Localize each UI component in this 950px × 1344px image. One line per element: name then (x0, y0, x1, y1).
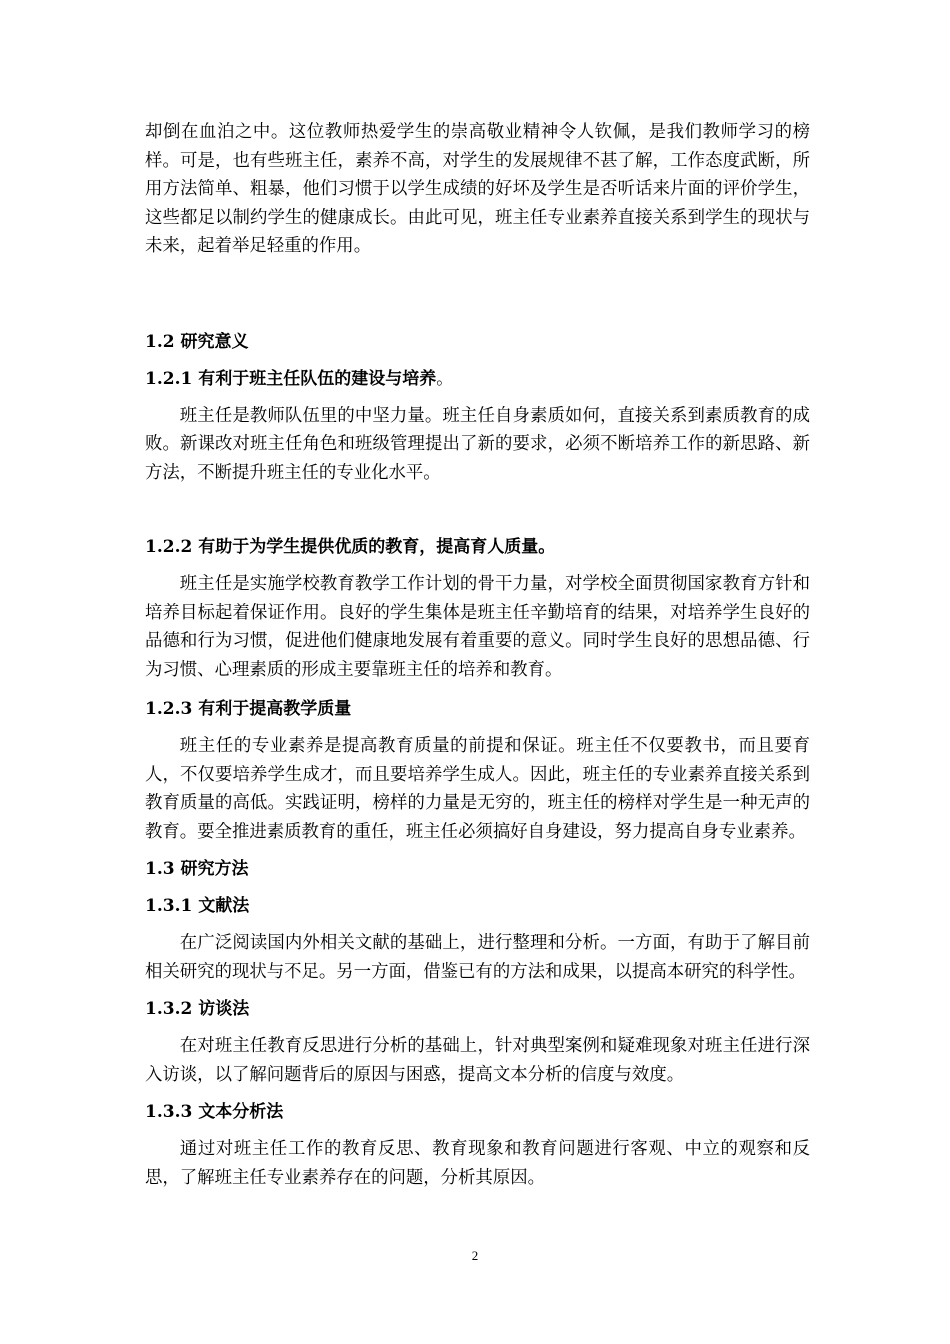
heading-1-3-1: 1.3.1 文献法 (145, 896, 250, 916)
paragraph-intro-continuation: 却倒在血泊之中。这位教师热爱学生的崇高敬业精神令人钦佩，是我们教师学习的榜样。可是，也有些班主任，素养不高，对学生的发展规律不甚了解，工作态度武断，所用方法简单、粗暴，他们习惯于以学生成绩的好坏及学生是否听话来片面的评价学生，这些都足以制约学生的健康成长。由此可见，班主任专业素养直接关系到学生的现状与未来，起着举足轻重的作用。 (145, 122, 810, 256)
heading-1-3-research-methods: 1.3 研究方法 (145, 859, 249, 879)
heading-1-2-2: 1.2.2 有助于为学生提供优质的教育，提高育人质量。 (145, 537, 556, 557)
document-body (145, 118, 810, 1192)
heading-1-2-1-suffix: 。 (436, 368, 454, 389)
page-number: 2 (471, 1248, 479, 1263)
paragraph-1-3-2: 在对班主任教育反思进行分析的基础上，针对典型案例和疑难现象对班主任进行深入访谈，以了解问题背后的原因与困惑，提高文本分析的信度与效度。 (145, 1036, 810, 1085)
heading-1-3-3: 1.3.3 文本分析法 (145, 1102, 284, 1122)
paragraph-1-2-3: 班主任的专业素养是提高教育质量的前提和保证。班主任不仅要教书，而且要育人，不仅要培养学生成才，而且要培养学生成人。因此，班主任的专业素养直接关系到教育质量的高低。实践证明，榜样的力量是无穷的，班主任的榜样对学生是一种无声的教育。要全推进素质教育的重任，班主任必须搞好自身建设，努力提高自身专业素养。 (145, 736, 810, 842)
heading-1-2-1-text: 1.2.1 有利于班主任队伍的建设与培养 (145, 368, 437, 389)
paragraph-1-2-2: 班主任是实施学校教育教学工作计划的骨干力量，对学校全面贯彻国家教育方针和培养目标起着保证作用。良好的学生集体是班主任辛勤培育的结果，对培养学生良好的品德和行为习惯，促进他们健康地发展有着重要的意义。同时学生良好的思想品德、行为习惯、心理素质的形成主要靠班主任的培养和教育。 (145, 574, 810, 680)
paragraph-1-3-3: 通过对班主任工作的教育反思、教育现象和教育问题进行客观、中立的观察和反思，了解班主任专业素养存在的问题，分析其原因。 (145, 1139, 810, 1188)
heading-1-2-3: 1.2.3 有利于提高教学质量 (145, 699, 352, 719)
heading-1-2-1 (145, 365, 810, 393)
heading-1-3-2: 1.3.2 访谈法 (145, 999, 250, 1019)
paragraph-1-3-1: 在广泛阅读国内外相关文献的基础上，进行整理和分析。一方面，有助于了解目前相关研究的现状与不足。另一方面，借鉴已有的方法和成果，以提高本研究的科学性。 (145, 933, 810, 982)
heading-1-2-research-significance: 1.2 研究意义 (145, 331, 249, 352)
paragraph-1-2-1: 班主任是教师队伍里的中坚力量。班主任自身素质如何，直接关系到素质教育的成败。新课改对班主任角色和班级管理提出了新的要求，必须不断培养工作的新思路、新方法，不断提升班主任的专业化水平。 (145, 405, 810, 483)
